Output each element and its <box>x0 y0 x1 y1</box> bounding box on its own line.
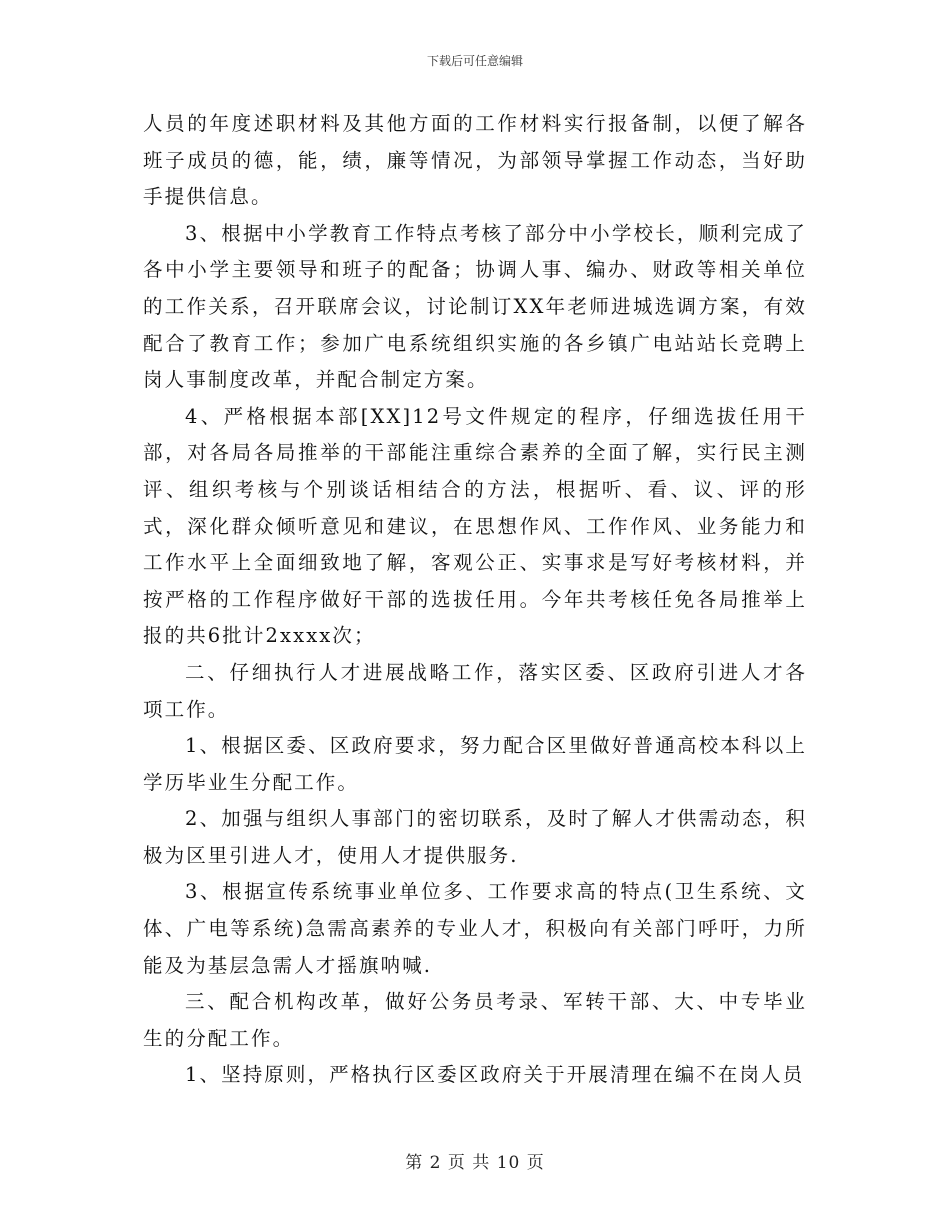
page-header: 下载后可任意编辑 <box>426 54 523 68</box>
paragraph: 3、根据中小学教育工作特点考核了部分中小学校长，顺利完成了各中小学主要领导和班子的配备；协调人事、编办、财政等相关单位的工作关系，召开联席会议，讨论制订XX年老师进城选调方案，有效配合了教育工作；参加广电系统组织实施的各乡镇广电站站长竞聘上岗人事制度改革，并配合制定方案。 <box>143 221 807 392</box>
paragraph: 1、根据区委、区政府要求，努力配合区里做好普通高校本科以上学历毕业生分配工作。 <box>143 734 807 794</box>
page-number-footer: 第 2 页 共 10 页 <box>405 1153 545 1173</box>
paragraph: 人员的年度述职材料及其他方面的工作材料实行报备制，以便了解各班子成员的德，能，绩，廉等情况，为部领导掌握工作动态，当好助手提供信息。 <box>143 112 807 209</box>
paragraph: 三、配合机构改革，做好公务员考录、军转干部、大、中专毕业生的分配工作。 <box>143 990 807 1050</box>
paragraph: 3、根据宣传系统事业单位多、工作要求高的特点(卫生系统、文体、广电等系统)急需高素养的专业人才，积极向有关部门呼吁，力所能及为基层急需人才摇旗呐喊. <box>143 880 807 977</box>
paragraph: 2、加强与组织人事部门的密切联系，及时了解人才供需动态，积极为区里引进人才，使用人才提供服务. <box>143 807 807 867</box>
document-body <box>143 106 807 1094</box>
paragraph: 二、仔细执行人才进展战略工作，落实区委、区政府引进人才各项工作。 <box>143 660 807 721</box>
paragraph: 1、坚持原则，严格执行区委区政府关于开展清理在编不在岗人员 <box>185 1063 805 1087</box>
paragraph: 4、严格根据本部[XX]12号文件规定的程序，仔细选拔任用干部，对各局各局推举的干部能注重综合素养的全面了解，实行民主测评、组织考核与个别谈话相结合的方法，根据听、看、议、评的形式，深化群众倾听意见和建议，在思想作风、工作作风、业务能力和工作水平上全面细致地了解，客观公正、实事求是写好考核材料，并按严格的工作程序做好干部的选拔任用。今年共考核任免各局推举上报的共6批计2xxxx次； <box>143 404 807 648</box>
